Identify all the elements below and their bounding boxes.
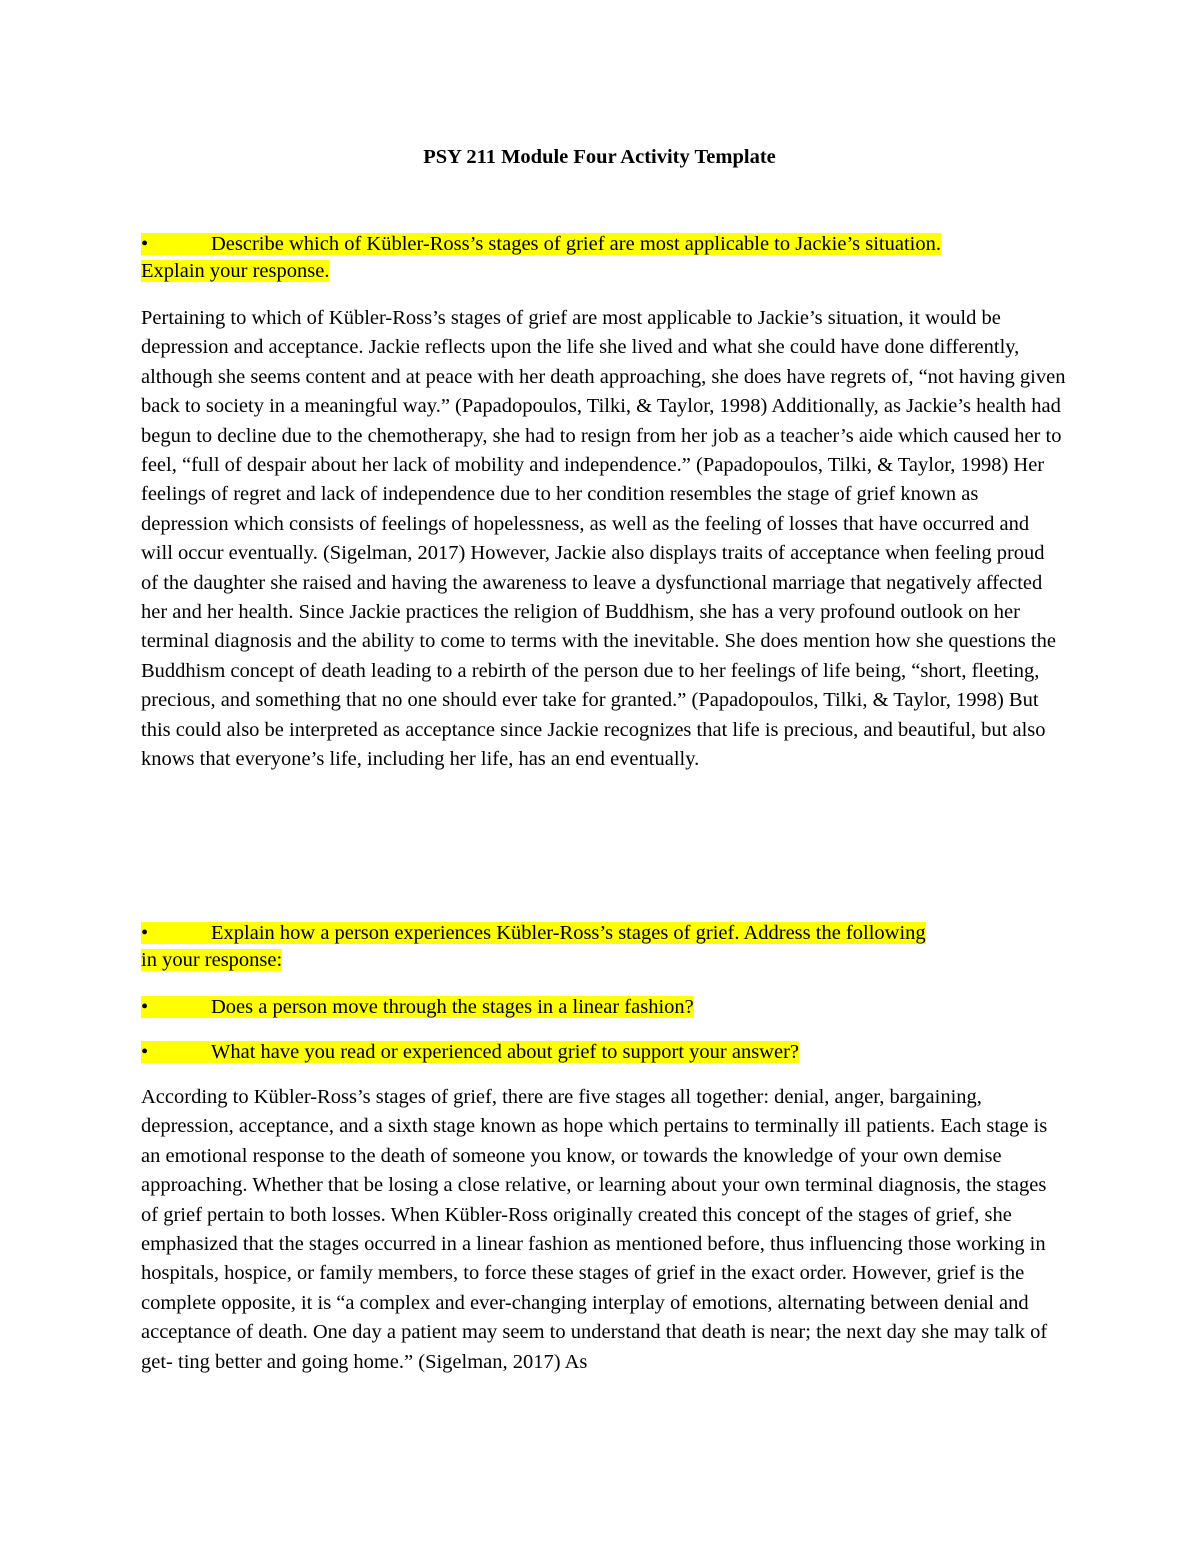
prompt-line: Describe which of Kübler-Ross’s stages of grief are most applicable to Jackie’s situation. bbox=[211, 233, 941, 255]
answer-experience-stages: According to Kübler-Ross’s stages of grief, there are five stages all together: denial, anger, bargaining, depression, acceptance, and a sixth stage known as hope which pertains to terminally ill patients. Each stage is an emotional response to the death of someone you know, or towards the knowledge of your own demise approaching. Whether that be losing a close relative, or learning about your own terminal diagnosis, the stages of grief pertain to both losses. When Kübler-Ross originally created this concept of the stages of grief, she emphasized that the stages occurred in a linear fashion as mentioned before, thus influencing those working in hospitals, hospice, or family members, to force these stages of grief in the exact order. However, grief is the complete opposite, it is “a complex and ever-changing interplay of emotions, alternating between denial and acceptance of death. One day a patient may seem to understand that death is near; the next day she may talk of get- ting better and going home.” (Sigelman, 2017) As bbox=[141, 1086, 1048, 1373]
prompt-line: What have you read or experienced about grief to support your answer? bbox=[211, 1041, 800, 1063]
prompt-highlight bbox=[141, 233, 941, 255]
prompt-experience-stages bbox=[141, 920, 1066, 974]
answer-jackie-stages: Pertaining to which of Kübler-Ross’s stages of grief are most applicable to Jackie’s situation, it would be depression and acceptance. Jackie reflects upon the life she lived and what she could have done differently, although she seems content and at peace with her death approaching, she does have regrets of, “not having given back to society in a meaningful way.” (Papadopoulos, Tilki, & Taylor, 1998) Additionally, as Jackie’s health had begun to decline due to the chemotherapy, she had to resign from her job as a teacher’s aide which caused her to feel, “full of despair about her lack of mobility and independence.” (Papadopoulos, Tilki, & Taylor, 1998) Her feelings of regret and lack of independence due to her condition resembles the stage of grief known as depression which consists of feelings of hopelessness, as well as the feeling of losses that have occurred and will occur eventually. (Sigelman, 2017) However, Jackie also displays traits of acceptance when feeling proud of the daughter she raised and having the awareness to leave a dysfunctional marriage that negatively affected her and her health. Since Jackie practices the religion of Buddhism, she has a very profound outlook on her terminal diagnosis and the ability to come to terms with the inevitable. She does mention how she questions the Buddhism concept of death leading to a rebirth of the person due to her feelings of life being, “short, fleeting, precious, and something that no one should ever take for granted.” (Papadopoulos, Tilki, & Taylor, 1998) But this could also be interpreted as acceptance since Jackie recognizes that life is precious, and beautiful, but also knows that everyone’s life, including her life, has an end eventually. bbox=[141, 307, 1066, 771]
bullet-icon: • bbox=[141, 233, 149, 255]
prompt-highlight bbox=[141, 1041, 799, 1063]
prompt-highlight bbox=[141, 922, 926, 944]
prompt-line: Does a person move through the stages in a linear fashion? bbox=[211, 996, 694, 1018]
prompt-line: in your response: bbox=[141, 949, 283, 971]
bullet-icon: • bbox=[141, 996, 149, 1018]
bullet-icon: • bbox=[141, 922, 149, 944]
prompt-support-answer bbox=[141, 1039, 1066, 1066]
document-title: PSY 211 Module Four Activity Template bbox=[423, 146, 776, 168]
prompt-highlight bbox=[141, 996, 694, 1018]
bullet-icon: • bbox=[141, 1041, 149, 1063]
prompt-jackie-stages bbox=[141, 231, 1066, 285]
prompt-line: Explain your response. bbox=[141, 260, 330, 282]
prompt-linear-fashion bbox=[141, 994, 1066, 1021]
prompt-line: Explain how a person experiences Kübler-Ross’s stages of grief. Address the following bbox=[211, 922, 926, 944]
